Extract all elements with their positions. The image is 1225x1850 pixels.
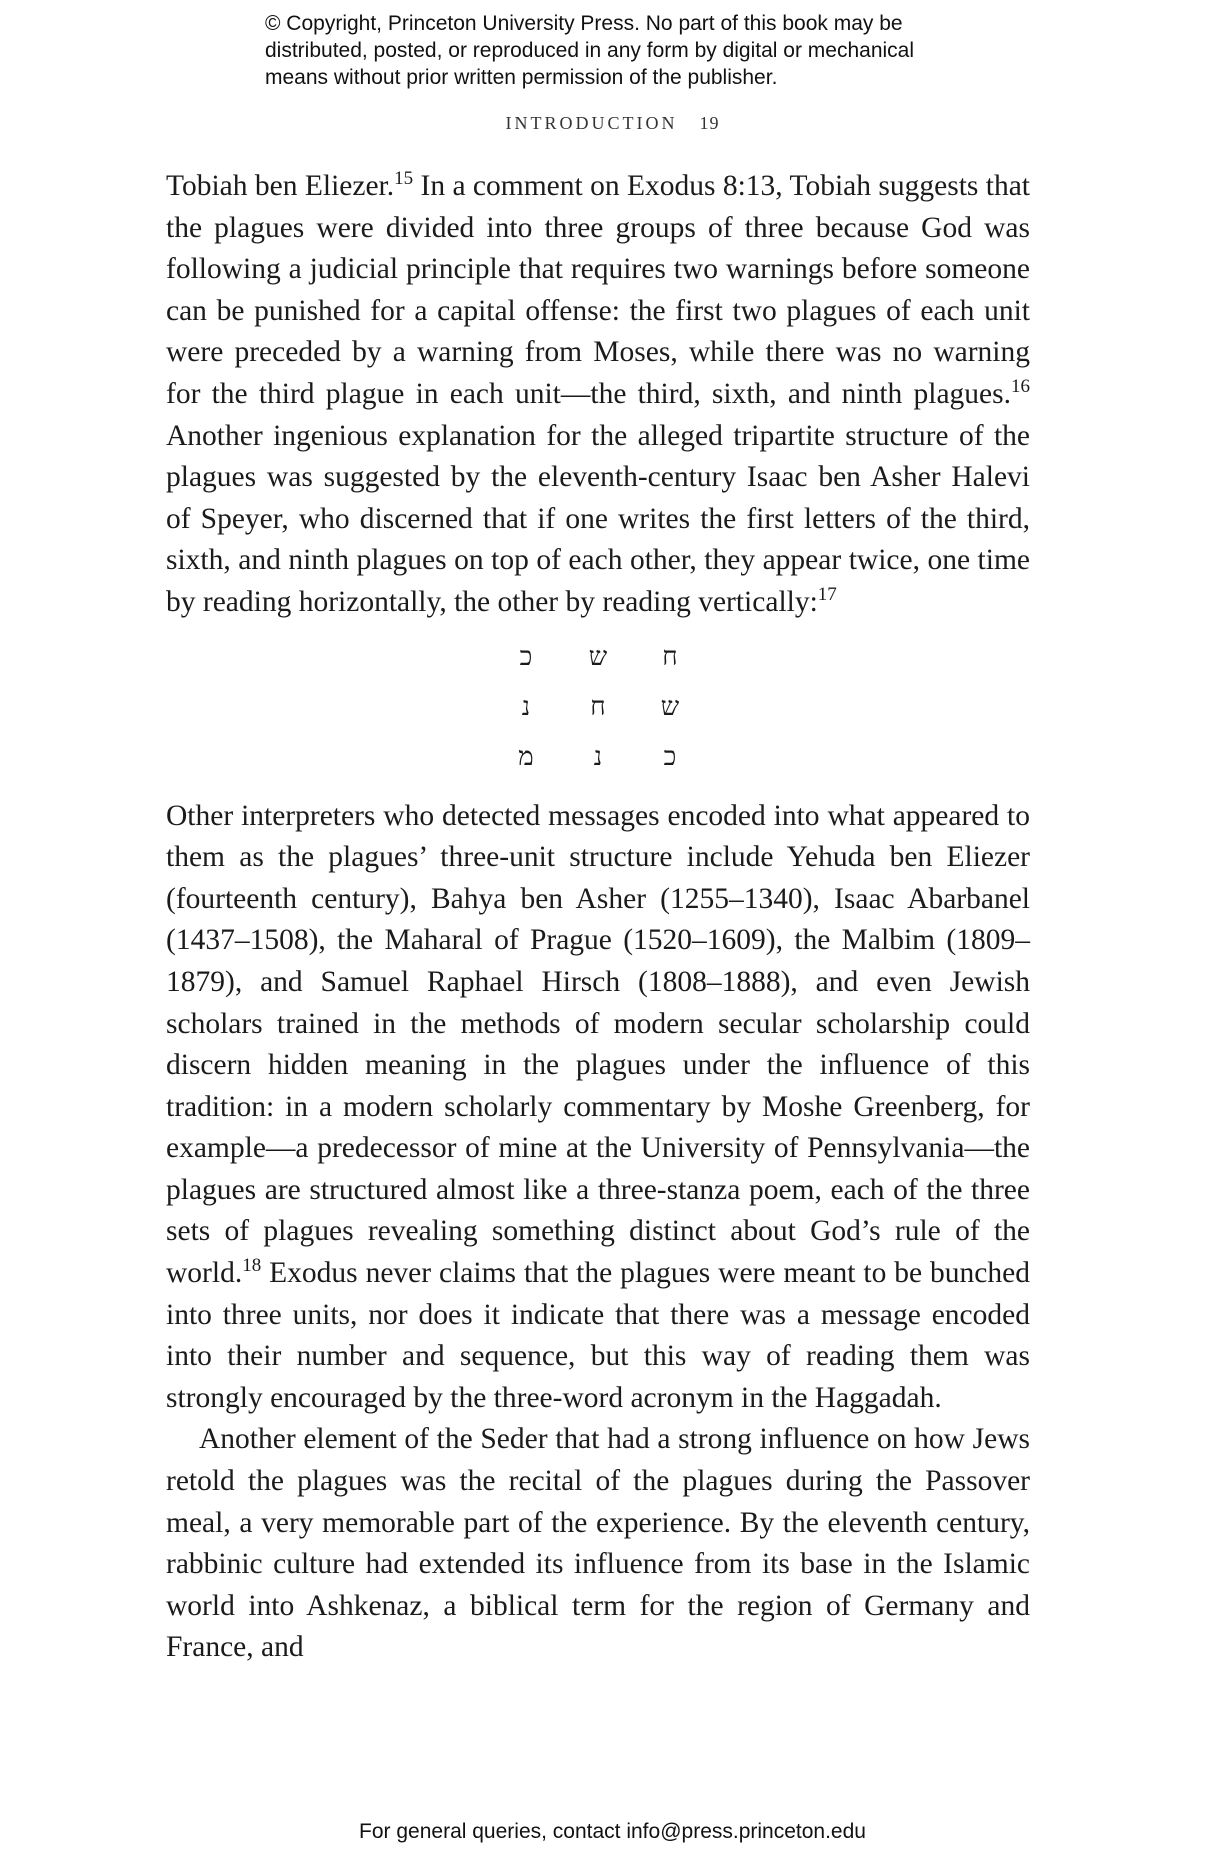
running-head bbox=[0, 113, 1225, 134]
hebrew-letter: מ bbox=[518, 741, 534, 772]
paragraph-3: Another element of the Seder that had a strong influence on how Jews retold the plagues was the recital of the plagues during the Passover meal, a very memorable part of the experience. By the eleventh century, rabbinic culture had extended its influence from its base in the Islamic world into Ashkenaz, a biblical term for the region of Germany and France, and bbox=[166, 1423, 1030, 1664]
paragraph-text: Exodus never claims that the plagues were meant to be bunched into three units, nor does it indicate that there was a message encoded into their number and sequence, but this way of reading them was strongly encouraged by the three-word acronym in the Haggadah. bbox=[166, 1257, 1030, 1414]
footnote-ref-17[interactable]: 17 bbox=[817, 583, 837, 605]
hebrew-letter: נ bbox=[521, 691, 531, 722]
hebrew-letter-grid bbox=[166, 632, 1030, 782]
footnote-ref-18[interactable]: 18 bbox=[242, 1255, 262, 1277]
running-head-title: INTRODUCTION bbox=[505, 113, 678, 133]
copyright-line: means without prior written permission of the publisher. bbox=[265, 66, 778, 89]
paragraph-text: Tobiah ben Eliezer. bbox=[166, 170, 395, 202]
copyright-line: © Copyright, Princeton University Press. No part of this book may be bbox=[265, 12, 903, 35]
hebrew-letter: ש bbox=[660, 691, 680, 722]
footnote-ref-16[interactable]: 16 bbox=[1011, 375, 1030, 397]
footer-contact: For general queries, contact info@press.princeton.edu bbox=[359, 1820, 866, 1843]
hebrew-letter: כ bbox=[519, 641, 533, 672]
paragraph-1 bbox=[166, 166, 1030, 624]
footnote-ref-15[interactable]: 15 bbox=[394, 168, 414, 189]
paragraph-text: Other interpreters who detected messages encoded into what appeared to them as the plagues’ three-unit structure include Yehuda ben Eliezer (fourteenth century), Bahya ben Asher (1255–1340), Isaac Abarbanel (1437–1508), the Maharal of Prague (1520–1609), the Malbim (1809–1879), and Samuel Raphael Hirsch (1808–1888), and even Jewish scholars trained in the methods of modern secular scholarship could discern hidden meaning in the plagues under the influence of this tradition: in a modern scholarly commentary by Moshe Greenberg, for example—a predecessor of mine at the University of Pennsylvania—the plagues are structured almost like a three-stanza poem, each of the three sets of plagues revealing something distinct about God’s rule of the world. bbox=[166, 799, 1030, 1290]
hebrew-letter: כ bbox=[663, 741, 677, 772]
paragraph-2 bbox=[166, 796, 1030, 1420]
paragraph-text: In a comment on Exodus 8:13, Tobiah suggests that the plagues were divided into three groups of three because God was following a judicial principle that requires two warnings before someone can be punished for a capital offense: the first two plagues of each unit were preceded by a warning from Moses, while there was no warning for the third plague in each unit—the third, sixth, and ninth plagues. bbox=[166, 170, 1030, 410]
body-text bbox=[166, 166, 1030, 1669]
hebrew-letter: ח bbox=[662, 641, 678, 672]
hebrew-letter: ש bbox=[588, 641, 608, 672]
copyright-notice bbox=[265, 10, 1025, 91]
hebrew-letter: נ bbox=[593, 741, 603, 772]
hebrew-letter: ח bbox=[590, 691, 606, 722]
paragraph-text: Another ingenious explanation for the alleged tripartite structure of the plagues was suggested by the eleventh-century Isaac ben Asher Halevi of Speyer, who discerned that if one writes the first letters of the third, sixth, and ninth plagues on top of each other, they appear twice, one time by reading horizontally, the other by reading vertically: bbox=[166, 419, 1030, 618]
copyright-line: distributed, posted, or reproduced in any form by digital or mechanical bbox=[265, 39, 915, 62]
page-number: 19 bbox=[699, 113, 720, 133]
